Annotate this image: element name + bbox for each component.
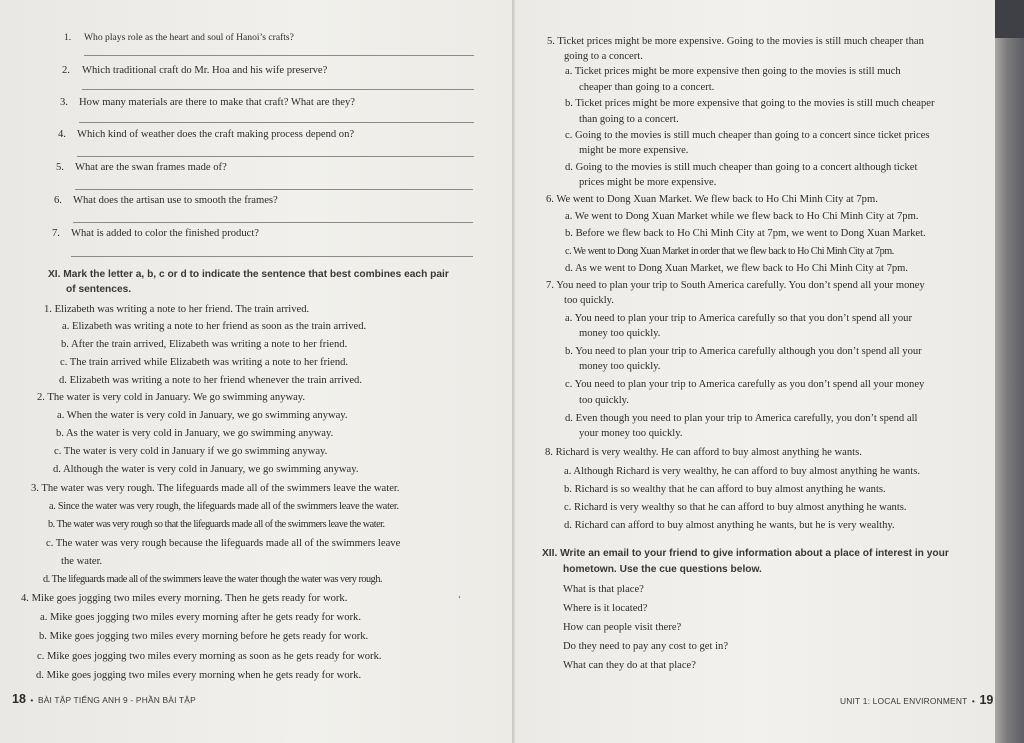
item-6-option-a: a. We went to Dong Xuan Market while we flew back to Ho Chi Minh City at 7pm.: [565, 211, 919, 222]
page-edge-corner: [995, 0, 1024, 38]
item-7-option-a: a. You need to plan your trip to America carefully so that you don’t spend all your: [565, 313, 912, 324]
section-xii-heading-cont: hometown. Use the cue questions below.: [563, 564, 762, 575]
item-3-option-d: d. The lifeguards made all of the swimmers leave the water though the water was very rough.: [43, 574, 383, 585]
item-7-option-b-cont: money too quickly.: [579, 361, 661, 372]
item-7-stem: 7. You need to plan your trip to South America carefully. You don’t spend all your money: [546, 280, 925, 291]
question-3-text: How many materials are there to make that craft? What are they?: [79, 97, 355, 108]
item-2-option-b: b. As the water is very cold in January, we go swimming anyway.: [56, 428, 334, 439]
page-edge-shadow: [995, 0, 1024, 743]
item-2-option-c: c. The water is very cold in January if we go swimming anyway.: [54, 446, 328, 457]
item-4-stem: 4. Mike goes jogging two miles every morning. Then he gets ready for work.: [21, 593, 348, 604]
section-xi-heading: XI. Mark the letter a, b, c or d to indicate the sentence that best combines each pair: [48, 269, 449, 280]
item-5-option-c: c. Going to the movies is still much cheaper than going to a concert since ticket prices: [565, 130, 930, 141]
item-5-option-c-cont: might be more expensive.: [579, 145, 689, 156]
item-7-option-d-cont: your money too quickly.: [579, 428, 683, 439]
item-1-option-c: c. The train arrived while Elizabeth was writing a note to her friend.: [60, 357, 349, 368]
answer-line-7[interactable]: [71, 256, 473, 257]
answer-line-3[interactable]: [79, 122, 474, 123]
cue-question-4: Do they need to pay any cost to get in?: [563, 641, 729, 652]
item-3-option-c: c. The water was very rough because the lifeguards made all of the swimmers leave: [46, 538, 401, 549]
item-8-option-a: a. Although Richard is very wealthy, he can afford to buy almost anything he wants.: [564, 466, 920, 477]
item-7-option-c-cont: too quickly.: [579, 395, 629, 406]
item-8-option-d: d. Richard can afford to buy almost anything he wants, but he is very wealthy.: [564, 520, 895, 531]
item-1-stem: 1. Elizabeth was writing a note to her friend. The train arrived.: [44, 304, 310, 315]
item-3-option-a: a. Since the water was very rough, the lifeguards made all of the swimmers leave the water.: [49, 501, 399, 512]
answer-line-6[interactable]: [73, 222, 473, 223]
item-6-option-d: d. As we went to Dong Xuan Market, we flew back to Ho Chi Minh City at 7pm.: [565, 263, 909, 274]
left-footer: [12, 690, 196, 708]
section-xii-heading: XII. Write an email to your friend to give information about a place of interest in your: [542, 548, 949, 559]
footer-bullet: •: [30, 695, 34, 705]
question-5-text: What are the swan frames made of?: [75, 162, 227, 173]
item-5-stem-cont: going to a concert.: [564, 51, 643, 62]
item-4-option-a: a. Mike goes jogging two miles every morning after he gets ready for work.: [40, 612, 361, 623]
item-5-stem: 5. Ticket prices might be more expensive. Going to the movies is still much cheaper than: [547, 36, 924, 47]
item-3-stem: 3. The water was very rough. The lifeguards made all of the swimmers leave the water.: [31, 483, 400, 494]
item-8-stem: 8. Richard is very wealthy. He can afford to buy almost anything he wants.: [545, 447, 862, 458]
item-7-option-c: c. You need to plan your trip to America carefully as you don’t spend all your money: [565, 379, 925, 390]
item-5-option-a-cont: cheaper than going to a concert.: [579, 82, 715, 93]
page-number-right: 19: [979, 693, 994, 707]
question-6-text: What does the artisan use to smooth the frames?: [73, 195, 278, 206]
item-2-option-d: d. Although the water is very cold in January, we go swimming anyway.: [53, 464, 359, 475]
right-footer: [840, 691, 993, 709]
question-4-num: 4.: [58, 129, 66, 140]
item-7-option-a-cont: money too quickly.: [579, 328, 661, 339]
section-xi-heading-cont: of sentences.: [66, 284, 132, 295]
question-6-num: 6.: [54, 195, 62, 206]
item-4-option-b: b. Mike goes jogging two miles every morning before he gets ready for work.: [39, 631, 369, 642]
item-6-option-c: c. We went to Dong Xuan Market in order that we flew back to Ho Chi Minh City at 7pm.: [565, 246, 894, 257]
item-7-stem-cont: too quickly.: [564, 295, 614, 306]
cue-question-2: Where is it located?: [563, 603, 648, 614]
item-3-option-b: b. The water was very rough so that the lifeguards made all of the swimmers leave the water.: [48, 519, 385, 530]
right-page: [515, 0, 995, 743]
answer-line-1[interactable]: [84, 55, 474, 56]
item-6-stem: 6. We went to Dong Xuan Market. We flew back to Ho Chi Minh City at 7pm.: [546, 194, 878, 205]
item-2-option-a: a. When the water is very cold in January, we go swimming anyway.: [57, 410, 348, 421]
item-5-option-a: a. Ticket prices might be more expensive then going to the movies is still much: [565, 66, 901, 77]
item-8-option-b: b. Richard is so wealthy that he can afford to buy almost anything he wants.: [564, 484, 886, 495]
item-1-option-a: a. Elizabeth was writing a note to her friend as soon as the train arrived.: [62, 321, 367, 332]
item-5-option-b: b. Ticket prices might be more expensive that going to the movies is still much cheaper: [565, 98, 935, 109]
question-1-text: Who plays role as the heart and soul of Hanoi’s crafts?: [84, 32, 294, 43]
item-4-option-d: d. Mike goes jogging two miles every morning when he gets ready for work.: [36, 670, 362, 681]
question-1-num: 1.: [64, 32, 72, 43]
question-7-num: 7.: [52, 228, 60, 239]
running-title-right: UNIT 1: LOCAL ENVIRONMENT: [840, 696, 968, 706]
item-5-option-d-cont: prices might be more expensive.: [579, 177, 717, 188]
item-5-option-b-cont: than going to a concert.: [579, 114, 679, 125]
item-7-option-d: d. Even though you need to plan your trip to America carefully, you don’t spend all: [565, 413, 918, 424]
question-2-text: Which traditional craft do Mr. Hoa and his wife preserve?: [82, 65, 328, 76]
item-1-option-d: d. Elizabeth was writing a note to her friend whenever the train arrived.: [59, 375, 362, 386]
pen-mark: ʻ: [458, 594, 461, 604]
answer-line-4[interactable]: [77, 156, 474, 157]
footer-bullet: •: [971, 696, 975, 706]
question-3-num: 3.: [60, 97, 68, 108]
running-title-left: BÀI TẬP TIẾNG ANH 9 - PHẦN BÀI TẬP: [37, 695, 196, 705]
item-5-option-d: d. Going to the movies is still much cheaper than going to a concert although ticket: [565, 162, 918, 173]
item-2-stem: 2. The water is very cold in January. We go swimming anyway.: [37, 392, 306, 403]
cue-question-5: What can they do at that place?: [563, 660, 696, 671]
item-6-option-b: b. Before we flew back to Ho Chi Minh City at 7pm, we went to Dong Xuan Market.: [565, 228, 926, 239]
item-4-option-c: c. Mike goes jogging two miles every morning as soon as he gets ready for work.: [37, 651, 382, 662]
item-1-option-b: b. After the train arrived, Elizabeth was writing a note to her friend.: [61, 339, 348, 350]
answer-line-5[interactable]: [75, 189, 473, 190]
page-number-left: 18: [12, 692, 26, 706]
question-4-text: Which kind of weather does the craft making process depend on?: [77, 129, 355, 140]
item-3-option-c-cont: the water.: [61, 556, 103, 567]
question-7-text: What is added to color the finished product?: [71, 228, 259, 239]
question-2-num: 2.: [62, 65, 70, 76]
item-8-option-c: c. Richard is very wealthy so that he can afford to buy almost anything he wants.: [564, 502, 907, 513]
question-5-num: 5.: [56, 162, 64, 173]
cue-question-3: How can people visit there?: [563, 622, 682, 633]
cue-question-1: What is that place?: [563, 584, 644, 595]
answer-line-2[interactable]: [82, 89, 474, 90]
item-7-option-b: b. You need to plan your trip to America carefully although you don’t spend all your: [565, 346, 922, 357]
